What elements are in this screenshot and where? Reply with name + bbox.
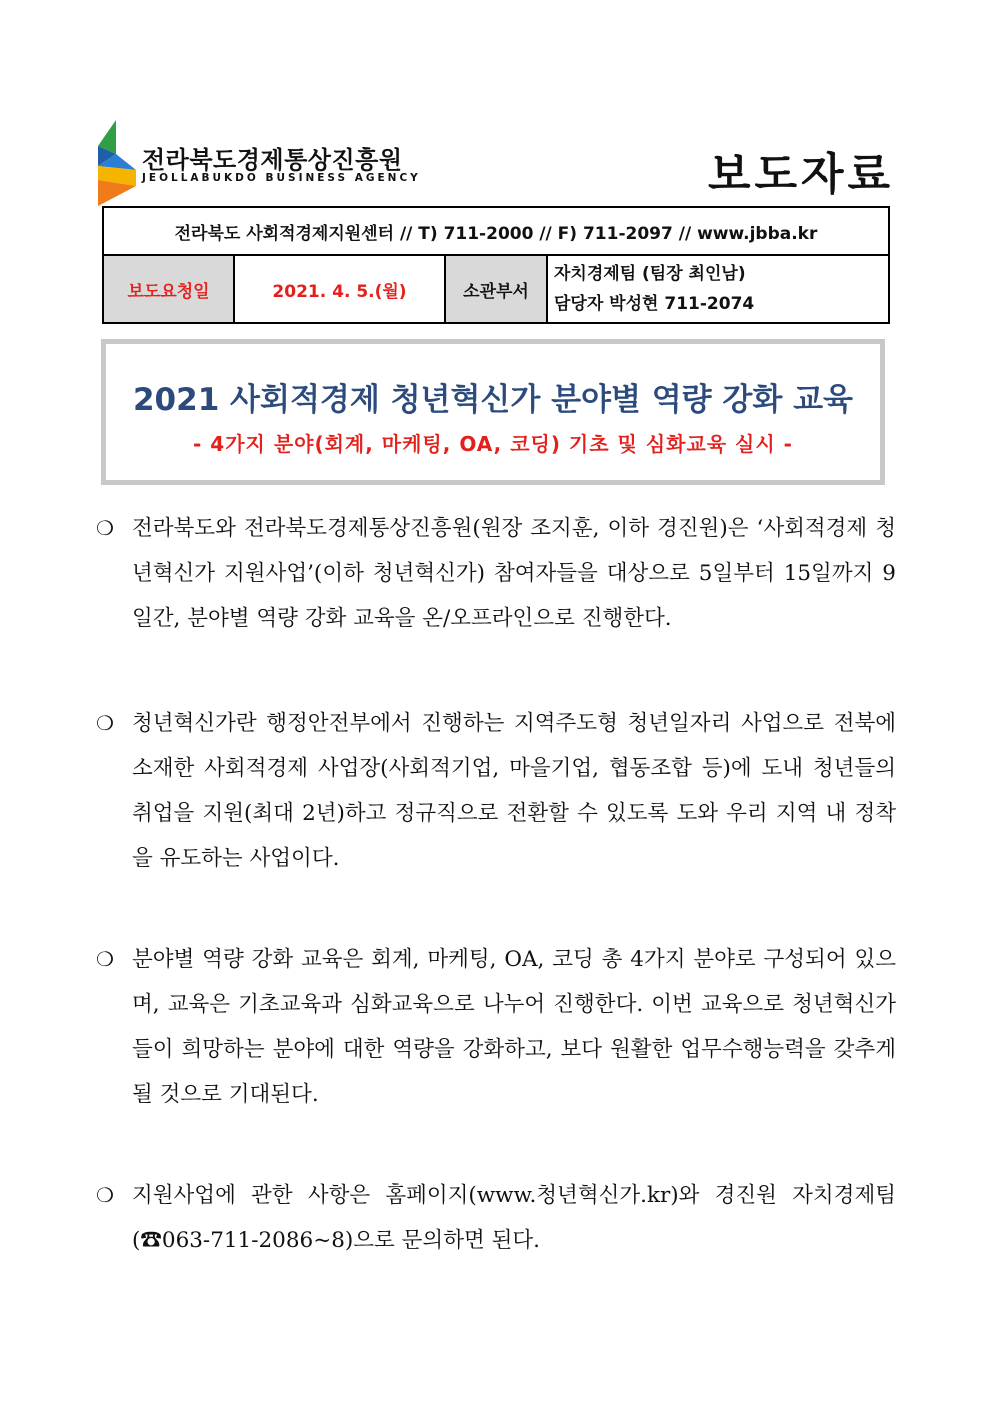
bullet-circle-icon: ❍ [96, 1183, 114, 1207]
bullet-circle-icon: ❍ [96, 711, 114, 735]
document-type-title: 보도자료 [707, 149, 894, 200]
request-date-label: 보도요청일 [103, 255, 234, 323]
request-date-value: 2021. 4. 5.(월) [234, 255, 445, 323]
headline-box [101, 339, 885, 485]
press-body [96, 506, 896, 1319]
agency-logo-icon [94, 120, 138, 206]
contact-row [103, 207, 889, 255]
paragraph-text: 지원사업에 관한 사항은 홈페이지(www.청년혁신가.kr)와 경진원 자치경제팀(☎063-711-2086~8)으로 문의하면 된다. [132, 1183, 896, 1253]
department-cell [547, 255, 889, 323]
bullet-circle-icon: ❍ [96, 947, 114, 971]
paragraph [96, 1173, 896, 1263]
paragraph [96, 506, 896, 641]
paragraph-text: 전라북도와 전라북도경제통상진흥원(원장 조지훈, 이하 경진원)은 ‘사회적경제 청년혁신가 지원사업’(이하 청년혁신가) 참여자들을 대상으로 5일부터 15일까지 9일간, 분야별 역량 강화 교육을 온/오프라인으로 진행한다. [132, 516, 896, 631]
paragraph [96, 937, 896, 1117]
org-name-english: JEOLLABUKDO BUSINESS AGENCY [142, 172, 421, 184]
press-info-table [102, 206, 890, 324]
paragraph-text: 청년혁신가란 행정안전부에서 진행하는 지역주도형 청년일자리 사업으로 전북에 소재한 사회적경제 사업장(사회적기업, 마을기업, 협동조합 등)에 도내 청년들의 취업을 지원(최대 2년)하고 정규직으로 전환할 수 있도록 도와 우리 지역 내 정착을 유도하는 사업이다. [132, 711, 896, 871]
department-team: 자치경제팀 (팀장 최인남) [554, 264, 746, 284]
paragraph-text: 분야별 역량 강화 교육은 회계, 마케팅, OA, 코딩 총 4가지 분야로 구성되어 있으며, 교육은 기초교육과 심화교육으로 나누어 진행한다. 이번 교육으로 청년혁신가들이 희망하는 분야에 대한 역량을 강화하고, 보다 원활한 업무수행능력을 갖추게 될 것으로 기대된다. [132, 947, 896, 1107]
department-contact: 담당자 박성현 711-2074 [554, 294, 755, 314]
paragraph [96, 701, 896, 881]
letterhead [94, 118, 894, 208]
headline-title: 2021 사회적경제 청년혁신가 분야별 역량 강화 교육 [132, 382, 853, 418]
request-row [103, 255, 889, 323]
bullet-circle-icon: ❍ [96, 516, 114, 540]
org-name: 전라북도경제통상진흥원 [142, 146, 403, 174]
contact-line: 전라북도 사회적경제지원센터 // T) 711-2000 // F) 711-2097 // www.jbba.kr [103, 207, 889, 255]
department-label: 소관부서 [445, 255, 547, 323]
headline-subtitle: - 4가지 분야(회계, 마케팅, OA, 코딩) 기초 및 심화교육 실시 - [193, 432, 793, 456]
